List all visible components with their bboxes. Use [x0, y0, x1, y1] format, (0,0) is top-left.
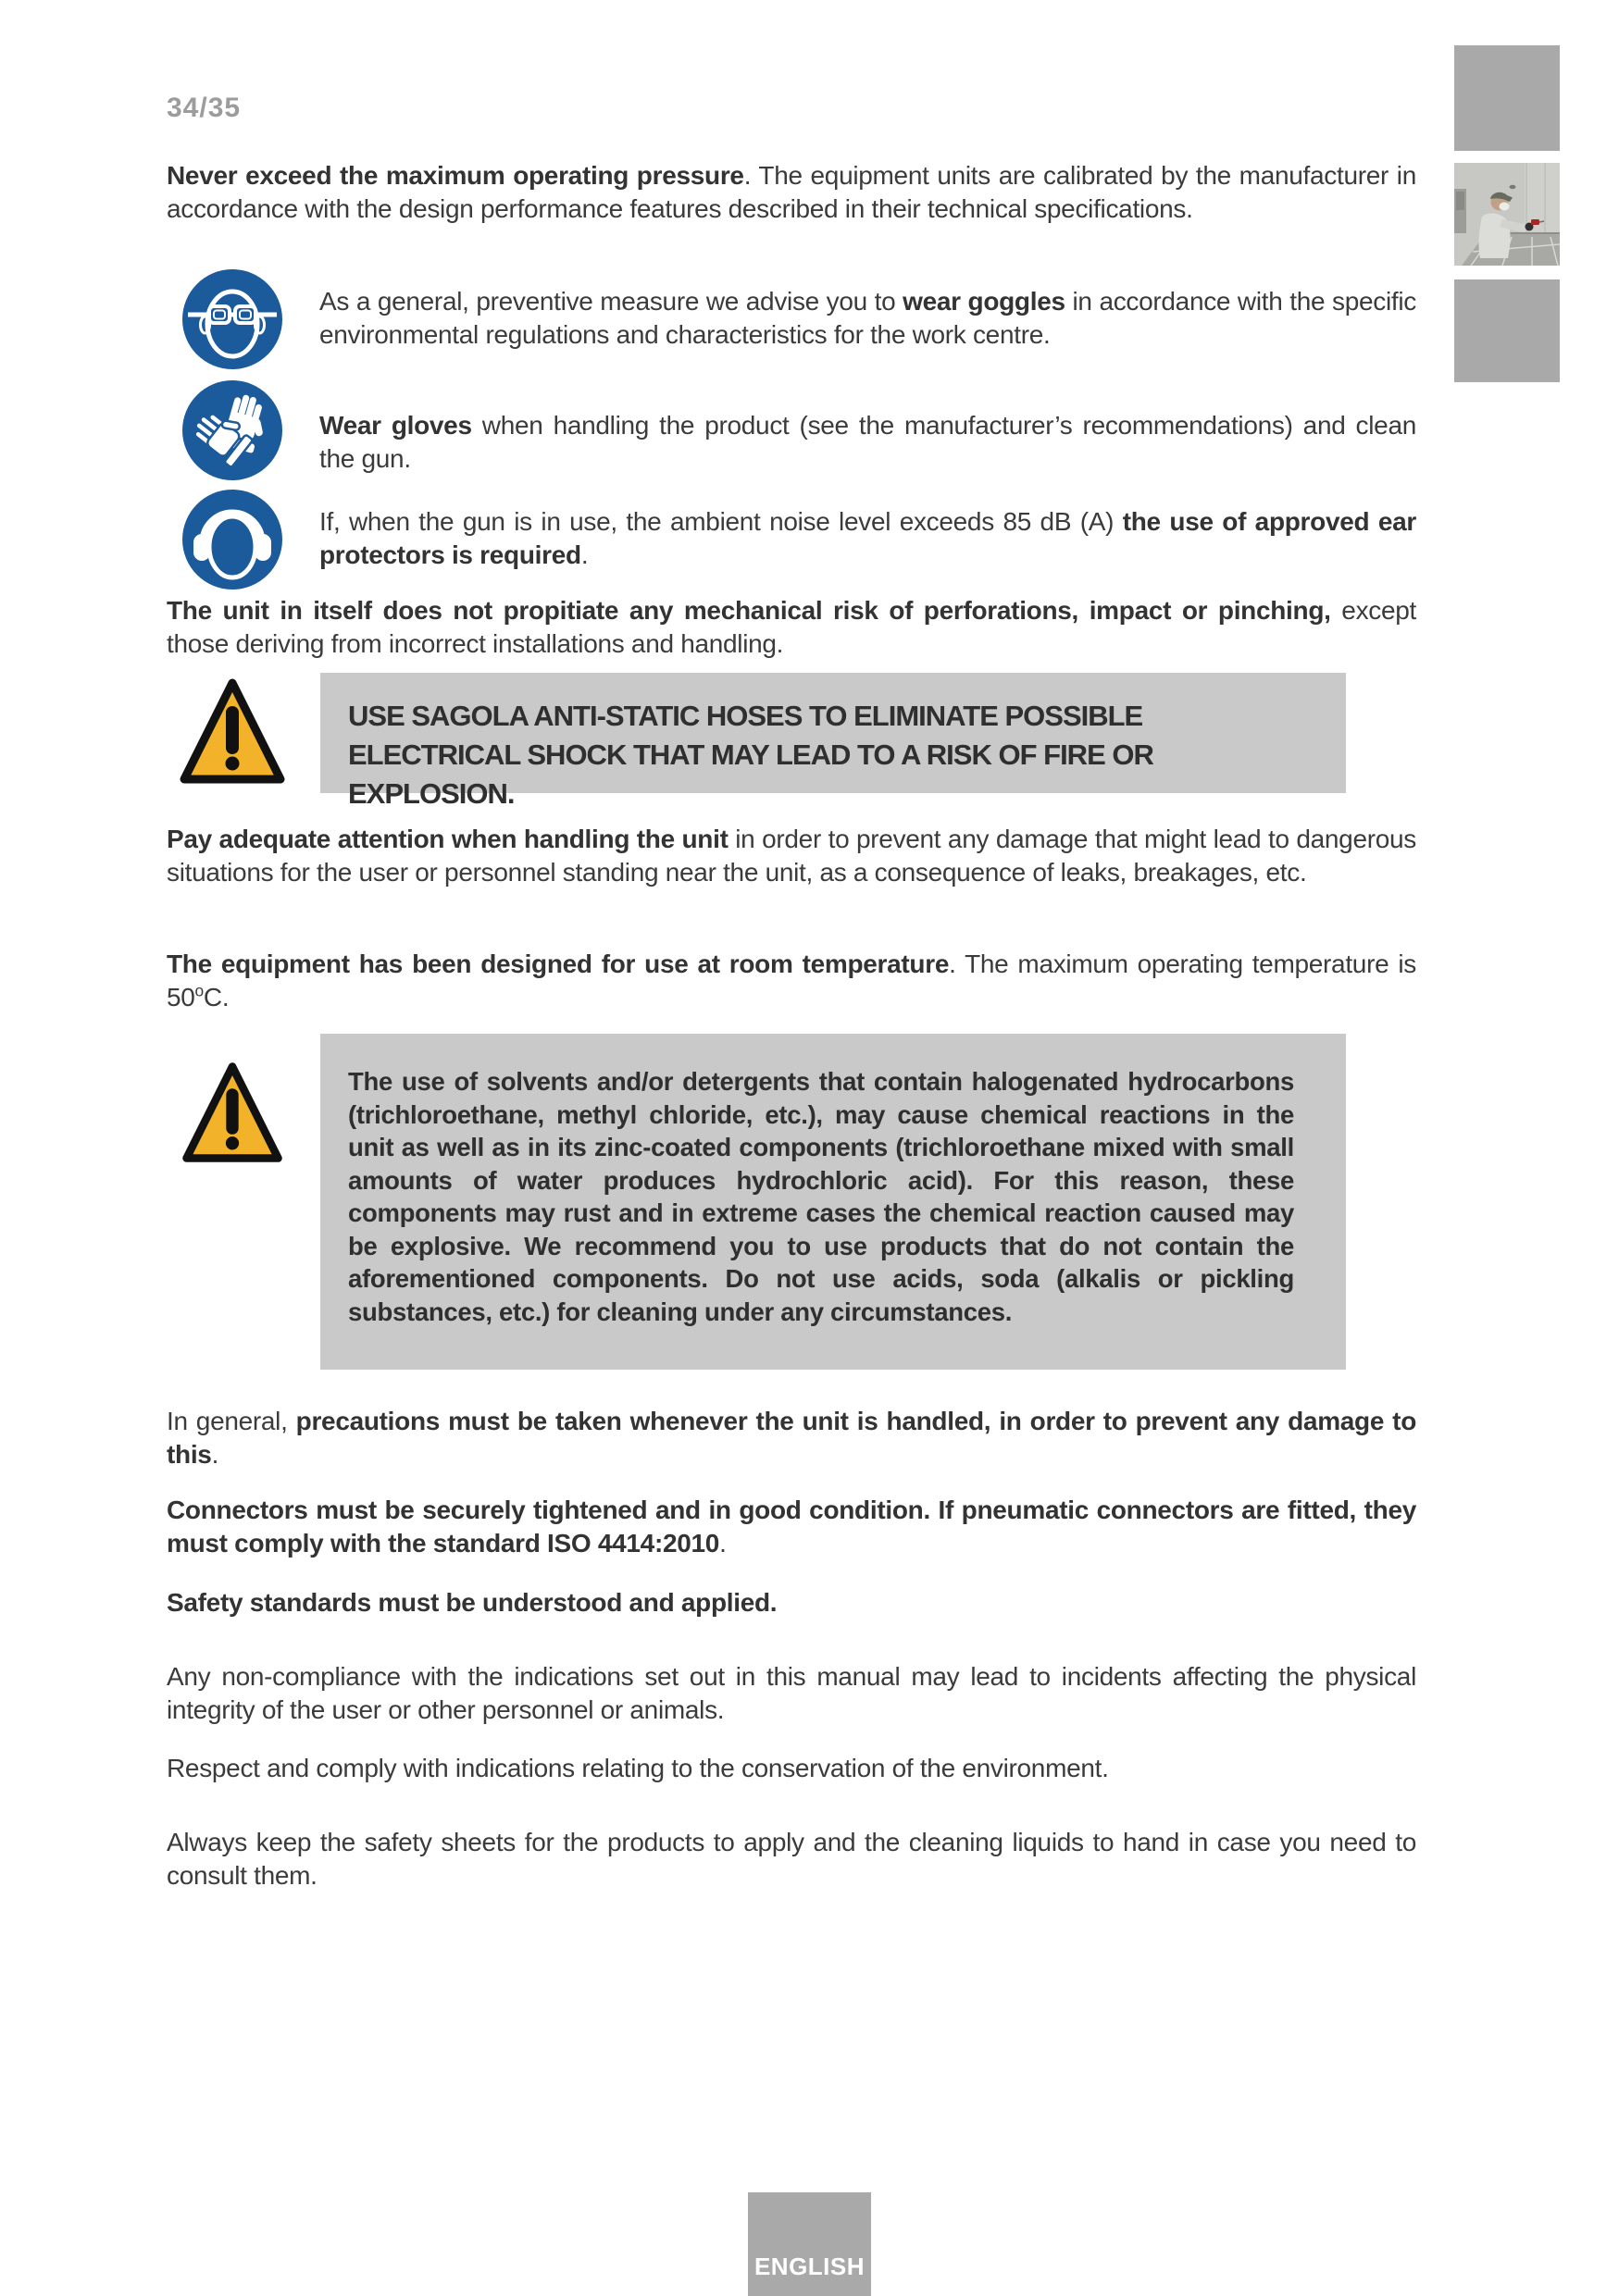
text-run: . The maximum operating temperature is 50 [167, 949, 1416, 1011]
text-run: Any non-compliance with the indications set out in this manual may lead to incidents affecting the physical integrity of the user or other personnel or animals. [167, 1662, 1416, 1724]
text-run: . [211, 1440, 219, 1469]
text-run: In general, [167, 1407, 296, 1435]
antistatic-warning-text: USE SAGOLA ANTI-STATIC HOSES TO ELIMINATE POSSIBLE ELECTRICAL SHOCK THAT MAY LEAD TO A RISK OF FIRE OR EXPLOSION. [348, 700, 1153, 810]
text-run: C. [203, 983, 230, 1011]
paragraph-safety-sheets [167, 1826, 1416, 1893]
paragraph-environment [167, 1752, 1416, 1785]
safety-text-ear-protectors [319, 505, 1416, 572]
antistatic-warning-box [320, 673, 1346, 810]
text-run: except those deriving from incorrect installations and handling. [167, 596, 1416, 658]
bold-run: precautions must be taken whenever the unit is handled, in order to prevent any damage to this [167, 1407, 1417, 1469]
text-run: . [719, 1529, 727, 1558]
paragraph-mechanical-risk [167, 594, 1416, 661]
paragraph-temperature [167, 948, 1416, 1014]
bold-run: wear goggles [903, 287, 1065, 316]
ear-protection-icon [181, 489, 283, 590]
safety-text-gloves [319, 409, 1416, 476]
paragraph-precautions [167, 1405, 1416, 1471]
solvents-warning-box [320, 1034, 1346, 1370]
side-placeholder-top [1454, 45, 1560, 151]
warning-triangle-icon [177, 674, 288, 788]
paragraph-noncompliance [167, 1660, 1416, 1727]
safety-text-goggles [319, 285, 1416, 352]
text-run: in accordance with the specific environmental regulations and characteristics for the work centre. [319, 287, 1416, 349]
bold-run: The unit in itself does not propitiate any mechanical risk of perforations, impact or pinching, [167, 596, 1331, 625]
bold-run: Never exceed the maximum operating pressure [167, 161, 744, 190]
text-run: If, when the gun is in use, the ambient noise level exceeds 85 dB (A) [319, 507, 1123, 536]
gloves-icon [181, 379, 283, 481]
text-run: Always keep the safety sheets for the products to apply and the cleaning liquids to hand in case you need to consult them. [167, 1828, 1416, 1890]
language-label: ENGLISH [753, 2253, 866, 2280]
text-run: . [580, 540, 589, 569]
text-run: when handling the product (see the manufacturer’s recommendations) and clean the gun. [319, 411, 1416, 473]
text-run: As a general, preventive measure we advise you to [319, 287, 903, 316]
warning-triangle-icon [177, 1058, 288, 1167]
paragraph-max-pressure [167, 159, 1416, 226]
side-placeholder-bottom [1454, 279, 1560, 382]
bold-run: Connectors must be securely tightened and in good condition. If pneumatic connectors are fitted, they must comply with the standard ISO 4414:2010 [167, 1496, 1416, 1558]
text-run: . The equipment units are calibrated by the manufacturer in accordance with the design performance features described in their technical specifications. [167, 161, 1416, 223]
language-tab [748, 2192, 871, 2296]
solvents-warning-text: The use of solvents and/or detergents that contain halogenated hydrocarbons (trichloroethane, methyl chloride, etc.), may cause chemical reactions in the unit as well as in its zinc-coated components (trichloroethane mixed with small amounts of water produces hydrochloric acid). For this reason, these components may rust and in extreme cases the chemical reaction caused may be explosive. We recommend you to use products that do not contain the aforementioned components. Do not use acids, soda (alkalis or pickling substances, etc.) for cleaning under any circumstances. [348, 1067, 1294, 1326]
degree-symbol: o [194, 981, 204, 1000]
page-number: 34/35 [167, 93, 242, 123]
bold-run: the use of approved ear protectors is required [319, 507, 1416, 569]
paragraph-connectors [167, 1494, 1416, 1560]
goggles-icon [181, 268, 283, 370]
paragraph-attention [167, 823, 1416, 889]
bold-run: Wear gloves [319, 411, 472, 440]
bold-run: Safety standards must be understood and applied. [167, 1588, 778, 1617]
paragraph-safety-standards [167, 1586, 1416, 1620]
bold-run: Pay adequate attention when handling the unit [167, 825, 729, 853]
worker-photo [1454, 163, 1560, 266]
text-run: in order to prevent any damage that might lead to dangerous situations for the user or personnel standing near the unit, as a consequence of leaks, breakages, etc. [167, 825, 1416, 887]
bold-run: The equipment has been designed for use at room temperature [167, 949, 950, 978]
text-run: Respect and comply with indications relating to the conservation of the environment. [167, 1754, 1109, 1782]
